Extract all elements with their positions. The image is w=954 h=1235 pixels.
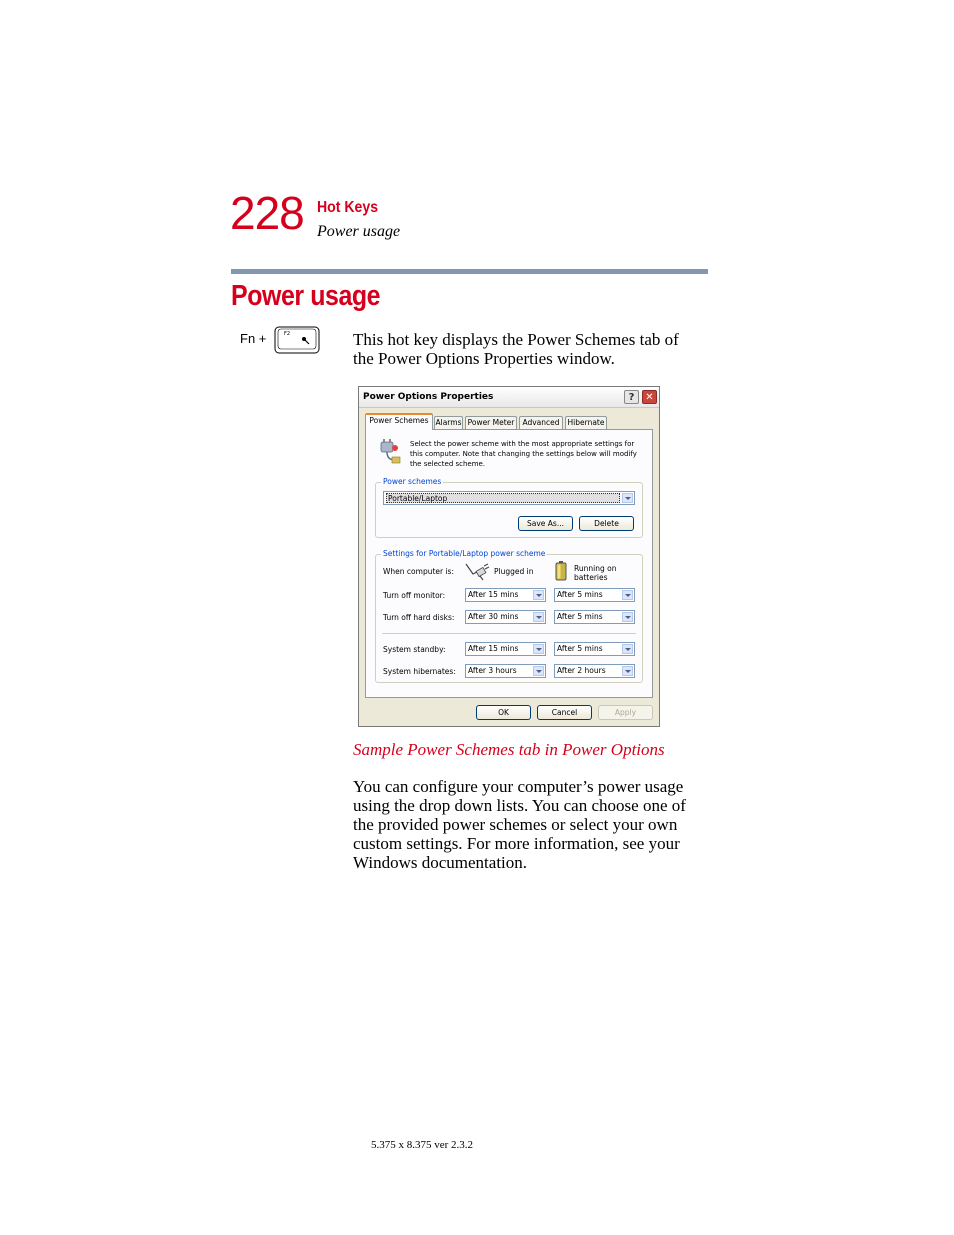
running-title: Hot Keys <box>317 199 379 216</box>
chevron-down-icon[interactable] <box>622 666 633 676</box>
power-scheme-select[interactable] <box>383 491 635 505</box>
body-paragraph: You can configure your computer’s power usage using the drop down lists. You can choose one of the provided power schemes or select your own custom settings. For more information, see your Windows documentation. <box>353 777 686 872</box>
header-rule <box>231 269 708 274</box>
tab-power-schemes[interactable]: Power Schemes <box>365 413 433 430</box>
section-heading: Power usage <box>231 280 381 312</box>
disks-battery-value: After 5 mins <box>557 612 603 621</box>
batteries-label: Running on batteries <box>574 564 617 582</box>
tab-advanced[interactable]: Advanced <box>519 416 563 429</box>
page-number: 228 <box>230 187 304 239</box>
power-plug-icon <box>375 438 403 466</box>
delete-button[interactable]: Delete <box>579 516 634 531</box>
dialog-title-bar[interactable] <box>359 387 659 408</box>
f2-key-icon <box>274 326 320 354</box>
chevron-down-icon[interactable] <box>622 590 633 600</box>
monitor-battery-value: After 5 mins <box>557 590 603 599</box>
chevron-down-icon[interactable] <box>533 666 544 676</box>
setting-row-label: System standby: <box>383 645 446 654</box>
intro-paragraph: This hot key displays the Power Schemes tab of the Power Options Properties window. <box>353 330 679 368</box>
close-button[interactable]: ✕ <box>642 390 657 404</box>
chevron-down-icon[interactable] <box>533 612 544 622</box>
chevron-down-icon[interactable] <box>622 612 633 622</box>
hibernate-plugged-select[interactable] <box>465 664 546 678</box>
monitor-plugged-value: After 15 mins <box>468 590 519 599</box>
plug-icon <box>463 560 491 582</box>
power-options-dialog <box>358 386 660 727</box>
hotkey-fn-label: Fn + <box>240 331 267 346</box>
dialog-title: Power Options Properties <box>363 392 494 402</box>
hibernate-battery-select[interactable] <box>554 664 635 678</box>
tab-hibernate[interactable]: Hibernate <box>565 416 607 429</box>
chevron-down-icon[interactable] <box>533 590 544 600</box>
chevron-down-icon[interactable] <box>533 644 544 654</box>
setting-row-label: Turn off monitor: <box>383 591 446 600</box>
apply-button[interactable]: Apply <box>598 705 653 720</box>
hibernate-plugged-value: After 3 hours <box>468 666 517 675</box>
standby-battery-value: After 5 mins <box>557 644 603 653</box>
tab-power-meter[interactable]: Power Meter <box>465 416 517 429</box>
monitor-plugged-select[interactable] <box>465 588 546 602</box>
setting-row-label: Turn off hard disks: <box>383 613 455 622</box>
standby-plugged-value: After 15 mins <box>468 644 519 653</box>
disks-plugged-value: After 30 mins <box>468 612 519 621</box>
disks-plugged-select[interactable] <box>465 610 546 624</box>
save-as-button[interactable]: Save As... <box>518 516 573 531</box>
cancel-button[interactable]: Cancel <box>537 705 592 720</box>
page-footer: 5.375 x 8.375 ver 2.3.2 <box>371 1139 474 1151</box>
hibernate-battery-value: After 2 hours <box>557 666 606 675</box>
monitor-battery-select[interactable] <box>554 588 635 602</box>
chevron-down-icon[interactable] <box>622 493 633 503</box>
figure-caption: Sample Power Schemes tab in Power Options <box>353 740 665 759</box>
running-subtitle: Power usage <box>317 223 401 240</box>
setting-row-label: System hibernates: <box>383 667 456 676</box>
battery-icon <box>555 561 567 581</box>
tab-alarms[interactable]: Alarms <box>435 418 462 427</box>
chevron-down-icon[interactable] <box>622 644 633 654</box>
dialog-intro-text: Select the power scheme with the most appropriate settings for this computer. Note that changing the settings below will modify the selected scheme. <box>410 440 637 468</box>
plugged-in-label: Plugged in <box>494 567 534 576</box>
power-schemes-group-label: Power schemes <box>383 477 442 486</box>
disks-battery-select[interactable] <box>554 610 635 624</box>
when-computer-label: When computer is: <box>383 567 454 576</box>
standby-plugged-select[interactable] <box>465 642 546 656</box>
ok-button[interactable]: OK <box>476 705 531 720</box>
help-button[interactable]: ? <box>624 390 639 404</box>
settings-separator <box>382 633 636 634</box>
standby-battery-select[interactable] <box>554 642 635 656</box>
settings-group-label: Settings for Portable/Laptop power scheme <box>383 549 546 558</box>
f2-key-label: F2 <box>284 331 291 337</box>
power-scheme-selected: Portable/Laptop <box>386 493 620 503</box>
